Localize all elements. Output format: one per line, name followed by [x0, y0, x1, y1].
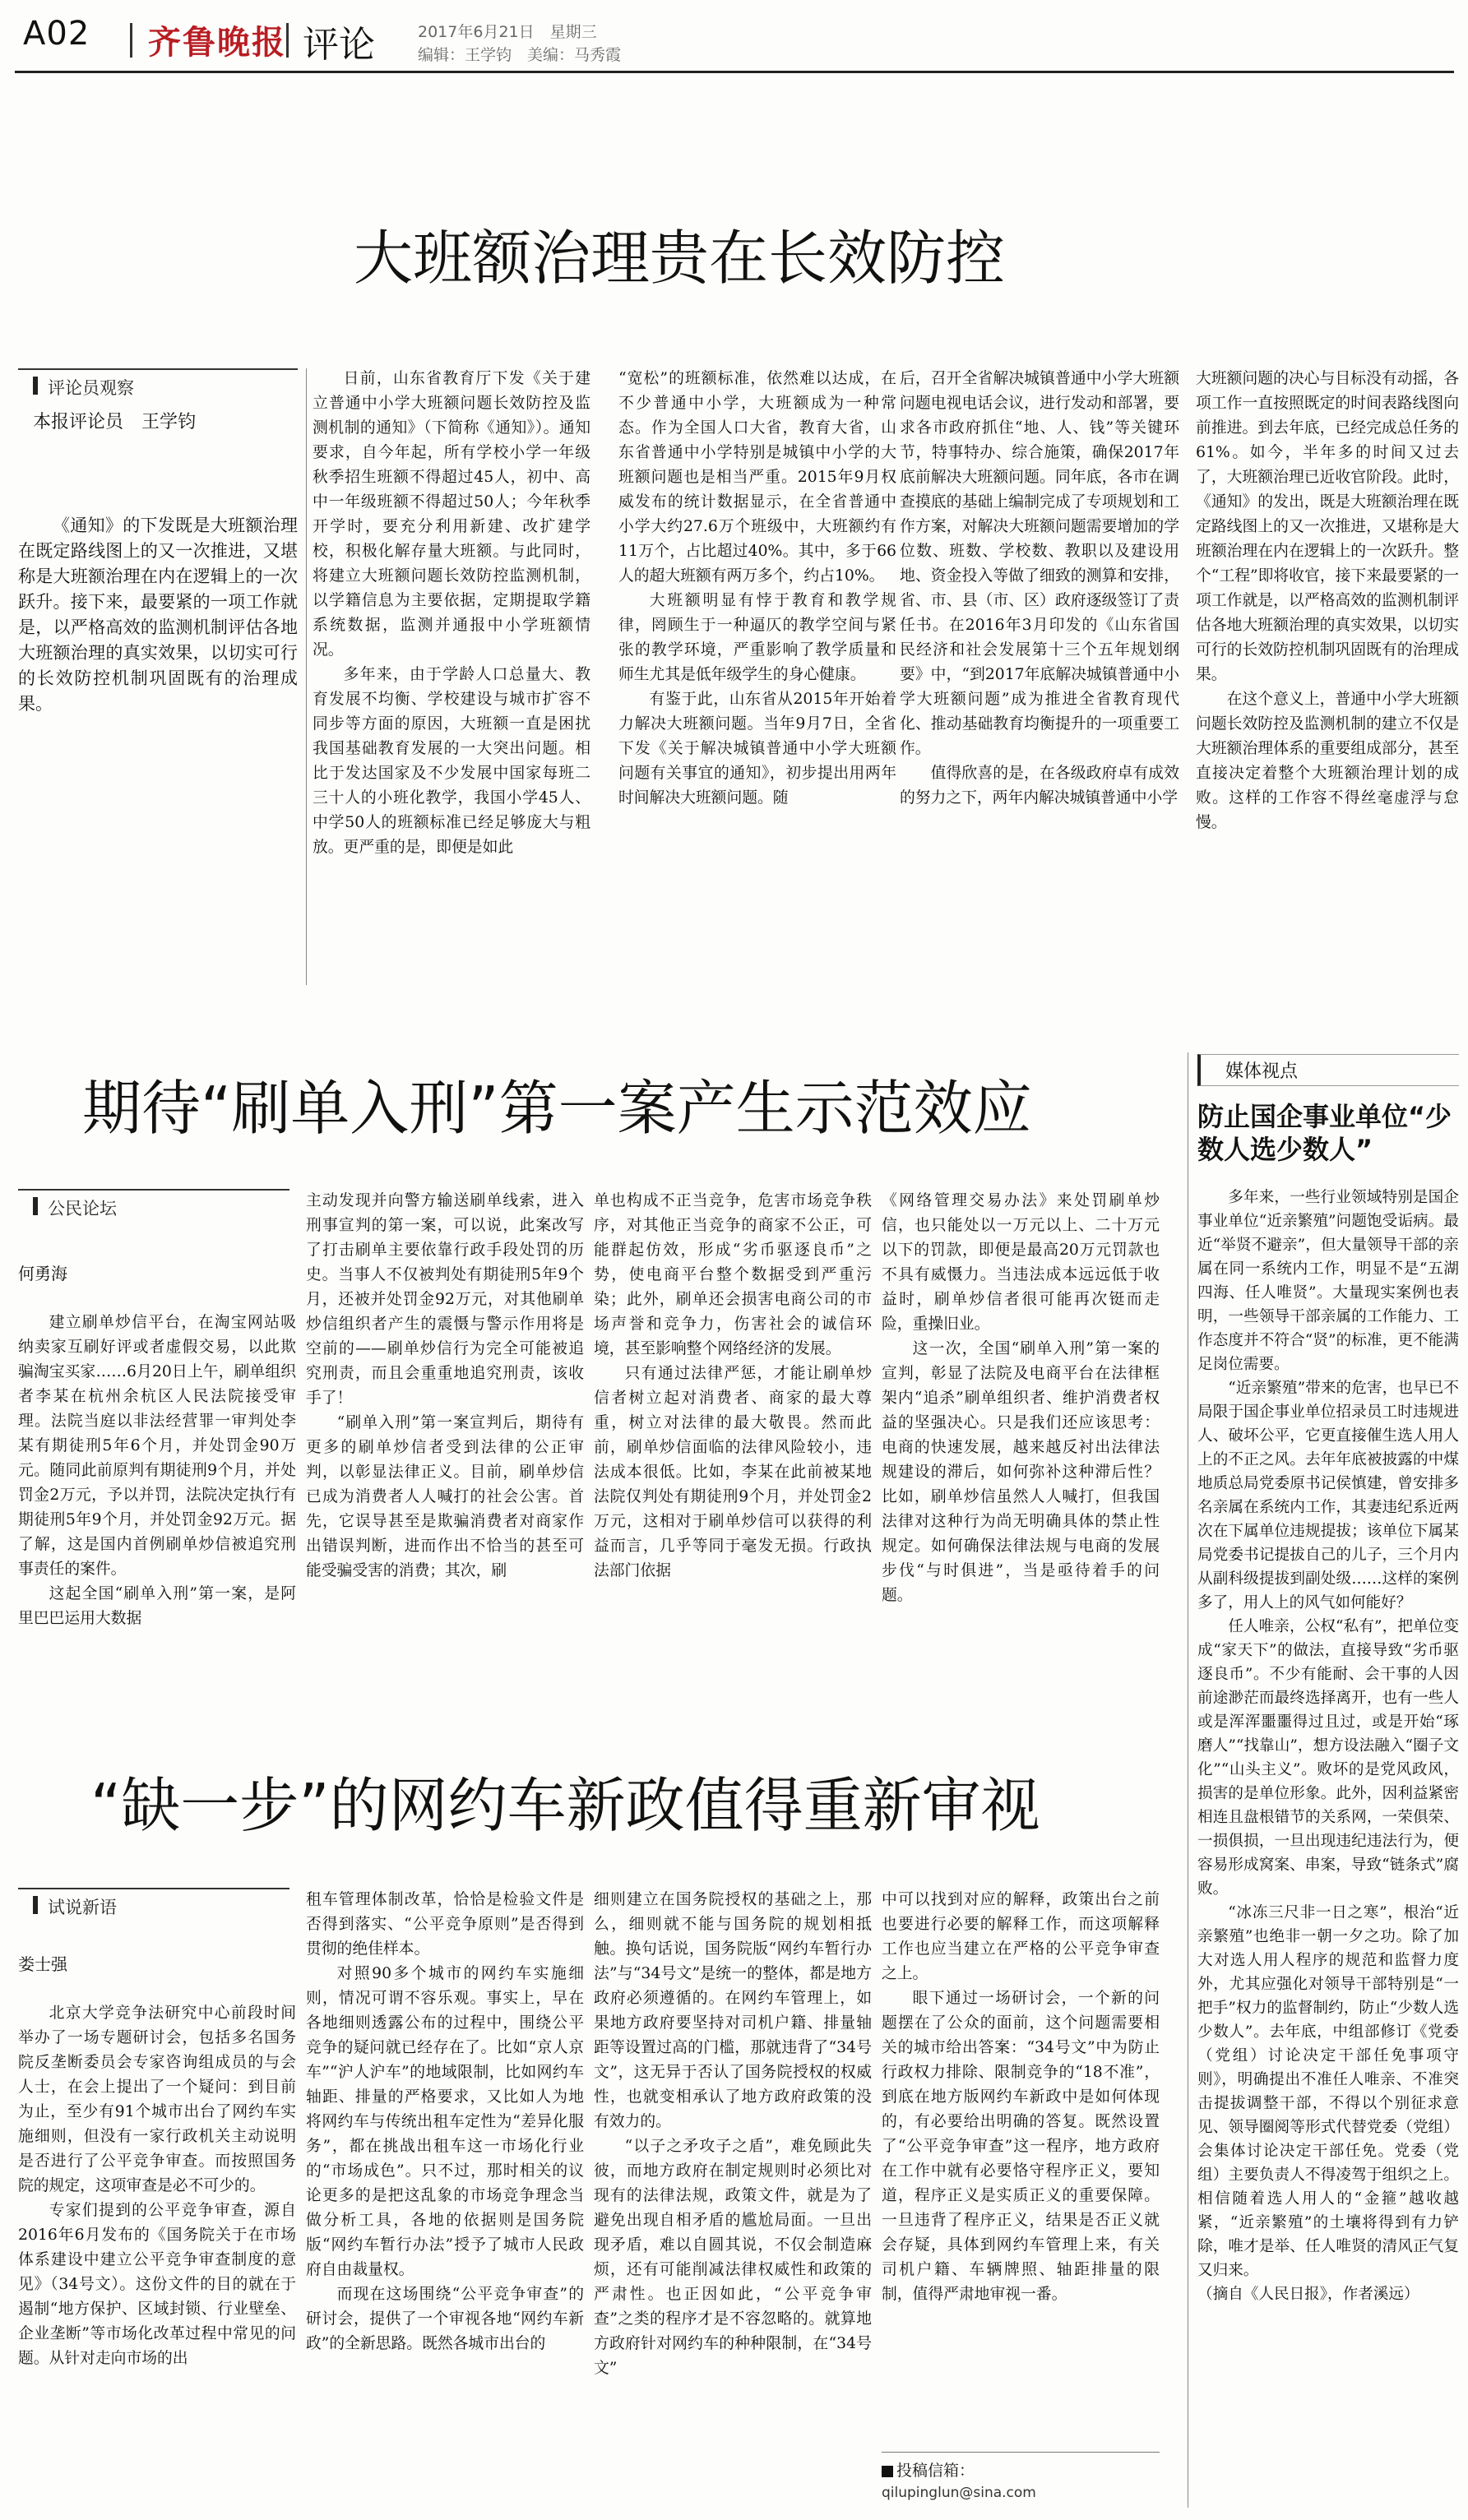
paragraph: “刷单入刑”第一案宣判后，期待有更多的刷单炒信者受到法律的公正审判，以彰显法律正义。目前，刷单炒信已成为消费者人人喊打的社会公害。首先，它误导甚至是欺骗消费者对商家作出错误判断，进而作出不恰当的甚至可能受骗受害的消费；其次，刷: [306, 1414, 584, 1579]
article2-col-4: [882, 1189, 1160, 1666]
article2-column-tag: 公民论坛: [33, 1195, 117, 1220]
paragraph: 这一次，全国“刷单入刑”第一案的宣判，彰显了法院及电商平台在法律框架内“追杀”刷单组织者、维护消费者权益的坚强决心。只是我们还应该思考：电商的快速发展，越来越反衬出法律法规建设的滞后，如何弥补这种滞后性？比如，刷单炒信虽然人人喊打，但我国法律对这种行为尚无明确具体的禁止性规定。如何确保法律法规与电商的发展步伐“与时俱进”，当是亟待着手的问题。: [882, 1340, 1160, 1604]
paragraph: 这起全国“刷单入刑”第一案，是阿里巴巴运用大数据: [18, 1585, 296, 1627]
issue-date: 2017年6月21日 星期三: [418, 23, 597, 41]
masthead-rule: [15, 71, 1454, 73]
article3-author: 娄士强: [18, 1954, 67, 1974]
sidebar-credit: （摘自《人民日报》，作者溪远）: [1197, 2286, 1419, 2303]
paper-logo: 齐鲁晚报: [148, 23, 286, 62]
paragraph: 主动发现并向警方输送刷单线索，进入刑事宣判的第一案，可以说，此案改写了打击刷单主要依靠行政手段处罚的历史。当事人不仅被判处有期徒刑5年9个月，还被并处罚金92万元，对其他刷单炒信组织者产生的震慑与警示作用将是空前的——刷单炒信行为完全可能被追究刑责，而且会重重地追究刑责，该收手了！: [306, 1192, 584, 1407]
masthead-divider: [130, 23, 132, 58]
paragraph: 建立刷单炒信平台，在淘宝网站吸纳卖家互刷好评或者虚假交易，以此欺骗淘宝买家……6月20日上午，刷单组织者李某在杭州余杭区人民法院接受审理。法院当庭以非法经营罪一审判处李某有期徒刑5年6个月，并处罚金90万元。随同此前原判有期徒刑9个月，并处罚金2万元，予以并罚，法院决定执行有期徒刑5年9个月，并处罚金92万元。据了解，这是国内首例刷单炒信被追究刑事责任的案件。: [18, 1314, 296, 1578]
section-name: 评论: [303, 24, 375, 66]
article1-col-4: [1196, 367, 1459, 983]
article1-lead-text: 《通知》的下发既是大班额治理在既定路线图上的又一次推进，又堪称是大班额治理在内在逻辑上的一次跃升。接下来，最要紧的一项工作就是，以严格高效的监测机制评估各地大班额治理的真实效果，以切实可行的长效防控机制巩固既有的治理成果。: [18, 516, 298, 714]
article1-lead: [18, 513, 298, 717]
article3-col-2: [306, 1888, 584, 2504]
paragraph: 值得欣喜的是，在各级政府卓有成效的努力之下，两年内解决城镇普通中小学: [900, 765, 1179, 807]
paragraph: 日前，山东省教育厅下发《关于建立普通中小学大班额问题长效防控及监测机制的通知》（下简称《通知》）。通知要求，自今年起，所有学校小学一年级秋季招生班额不得超过45人，初中、高中一年级班额不得超过50人；今年秋季开学时，要充分利用新建、改扩建学校，积极化解存量大班额。与此同时，将建立大班额问题长效防控监测机制，以学籍信息为主要依据，定期提取学籍系统数据，监测并通报中小学班额情况。: [313, 370, 590, 659]
article2-col-2: [306, 1189, 584, 1666]
article3-col-4: [882, 1888, 1160, 2447]
paragraph: 对照90多个城市的网约车实施细则，情况可谓不容乐观。事实上，早在各地细则透露公布的过程中，围绕公平竞争的疑问就已经存在了。比如“京人京车”“沪人沪车”的地域限制，比如网约车轴距、排量的严格要求，又比如人为地将网约车与传统出租车定性为“差异化服务”，都在挑战出租车这一市场化行业的“市场成色”。只不过，那时相关的议论更多的是把这乱象的市场竞争理念当做分析工具，各地的依据则是国务院版“网约车暂行办法”授予了城市人民政府自由裁量权。: [306, 1965, 584, 2278]
article1-col-2: [618, 367, 896, 983]
editors-line: 编辑：王学钧 美编：马秀霞: [418, 46, 622, 64]
article3-col-1: [18, 1947, 296, 2506]
article1-headline: 大班额治理贵在长效防控: [354, 224, 1006, 293]
paragraph: 后，召开全省解决城镇普通中小学大班额问题电视电话会议，进行发动和部署，要求各市政府抓住“地、人、钱”等关键环节，特事特办、综合施策，确保2017年底前解决大班额问题。同年底，各市在调查摸底的基础上编制完成了专项规划和工作方案，对解决大班额问题需要增加的学位数、班数、学校数、教职以及建设用地、资金投入等做了细致的测算和安排，省、市、县（市、区）政府逐级签订了责任书。在2016年3月印发的《山东省国民经济和社会发展第十三个五年规划纲要》中，“到2017年底解决城镇普通中小学大班额问题”成为推进全省教育现代化、推动基础教育均衡提升的一项重要工作。: [900, 370, 1179, 757]
article2-col-3: [594, 1189, 872, 1666]
paragraph: 有鉴于此，山东省从2015年开始着力解决大班额问题。当年9月7日，全省下发《关于解决城镇普通中小学大班额问题有关事宜的通知》，初步提出用两年时间解决大班额问题。随: [618, 691, 896, 807]
page-number: A02: [23, 15, 90, 53]
masthead: [23, 15, 1450, 64]
paragraph: 细则建立在国务院授权的基础之上，那么，细则就不能与国务院的规划相抵触。换句话说，国务院版“网约车暂行办法”与“34号文”是统一的整体，都是地方政府必须遵循的。在网约车管理上，如果地方政府要坚持对司机户籍、排量轴距等设置过高的门槛，那就违背了“34号文”，这无异于否认了国务院授权的权威性，也就变相承认了地方政府政策的没有效力的。: [594, 1891, 872, 2130]
paragraph: 北京大学竞争法研究中心前段时间举办了一场专题研讨会，包括多名国务院反垄断委员会专家咨询组成员的与会人士，在会上提出了一个疑问：到目前为止，至少有91个城市出台了网约车实施细则，但没有一家行政机关主动说明是否进行了公平竞争审查。而按照国务院的规定，这项审查是必不可少的。: [18, 2004, 296, 2194]
sidebar-column-tag: 媒体视点: [1197, 1054, 1459, 1086]
article3-headline: “缺一步”的网约车新政值得重新审视: [90, 1771, 1040, 1840]
masthead-divider: [286, 23, 289, 58]
paragraph: 只有通过法律严惩，才能让刷单炒信者树立起对消费者、商家的最大尊重，树立对法律的最大敬畏。然而此前，刷单炒信面临的法律风险较小，违法成本很低。比如，李某在此前被某地法院仅判处有期徒刑9个月，并处罚金2万元，这相对于刷单炒信可以获得的利益而言，几乎等同于毫发无损。行政执法部门依据: [594, 1365, 872, 1579]
article3-tag-rule: [18, 1888, 289, 1889]
article3-col-3: [594, 1888, 872, 2504]
column-divider: [306, 368, 307, 985]
paragraph: 多年来，一些行业领域特别是国企事业单位“近亲繁殖”问题饱受诟病。最近“举贤不避亲”，但大量领导干部的亲属在同一系统内工作，明显不是“五湖四海、任人唯贤”。大量现实案例也表明，一些领导干部亲属的工作能力、工作态度并不符合“贤”的标准，更不能满足岗位需要。: [1197, 1189, 1459, 1373]
article2-col-1: [18, 1256, 296, 1667]
article1-column-tag: 评论员观察: [33, 375, 134, 400]
paragraph: 大班额问题的决心与目标没有动摇，各项工作一直按照既定的时间表路线图向前推进。到去年底，已经完成总任务的61%。如今，半年多的时间又过去了，大班额治理已近收官阶段。此时，《通知》的发出，既是大班额治理在既定路线图上的又一次推进，又堪称是大班额治理在内在逻辑上的一次跃升。整个“工程”即将收官，接下来最要紧的一项工作就是，以严格高效的监测机制评估各地大班额治理的真实效果，以切实可行的长效防控机制巩固既有的治理成果。: [1196, 370, 1459, 683]
paragraph: “近亲繁殖”带来的危害，也早已不局限于国企事业单位招录员工时违规进人、破坏公平，它更直接催生选人用人上的不正之风。去年年底被披露的中煤地质总局党委原书记侯慎建，曾安排多名亲属在系统内工作，其妻违纪系近两次在下属单位违规提拔；该单位下属某局党委书记提拔自己的儿子，三个月内从副科级提拔到副处级……这样的案例多了，用人上的风气如何能好？: [1197, 1380, 1459, 1611]
sidebar-title: 防止国企事业单位“少数人选少数人”: [1197, 1101, 1452, 1165]
paragraph: 多年来，由于学龄人口总量大、教育发展不均衡、学校建设与城市扩容不同步等方面的原因，大班额一直是困扰我国基础教育发展的一大突出问题。相比于发达国家及不少发展中国家每班二三十人的小班化教学，我国小学45人、中学50人的班额标准已经足够庞大与粗放。更严重的是，即便是如此: [313, 666, 590, 856]
paragraph: 大班额明显有悖于教育和教学规律，罔顾生于一种逼仄的教学空间与紧张的教学环境，严重影响了教学质量和师生尤其是低年级学生的身心健康。: [618, 592, 896, 683]
paragraph: 专家们提到的公平竞争审查，源自2016年6月发布的《国务院关于在市场体系建设中建立公平竞争审查制度的意见》（34号文）。这份文件的目的就在于遏制“地方保护、区域封锁、行业壁垒、企业垄断”等市场化改革过程中常见的问题。从针对走向市场的出: [18, 2202, 296, 2367]
mail-icon: [882, 2466, 893, 2477]
article2-author: 何勇海: [18, 1264, 67, 1283]
sidebar-body: [1197, 1186, 1459, 2501]
article2-tag-rule: [18, 1189, 289, 1191]
paragraph: 租车管理体制改革，恰恰是检验文件是否得到落实、“公平竞争原则”是否得到贯彻的绝佳样本。: [306, 1891, 584, 1958]
paragraph: 单也构成不正当竞争，危害市场竞争秩序，对其他正当竞争的商家不公正，可能群起仿效，形成“劣币驱逐良币”之势，使电商平台整个数据受到严重污染；此外，刷单还会损害电商公司的市场声誉和竞争力，伤害社会的诚信环境，甚至影响整个网络经济的发展。: [594, 1192, 872, 1357]
paragraph: “冰冻三尺非一日之寒”，根治“近亲繁殖”也绝非一朝一夕之功。除了加大对选人用人程序的规范和监督力度外，尤其应强化对领导干部特别是“一把手”权力的监督制约，防止“少数人选少数人”。去年底，中组部修订《党委（党组）讨论决定干部任免事项守则》，明确提出不准任人唯亲、不准突击提拔调整干部，不得以个别征求意见、领导圈阅等形式代替党委（党组）会集体讨论决定干部任免。党委（党组）主要负责人不得凌驾于组织之上。相信随着选人用人的“金箍”越收越紧，“近亲繁殖”的土壤将得到有力铲除，唯才是举、任人唯贤的清风正气复又归来。: [1197, 1904, 1459, 2279]
paragraph: 《网络管理交易办法》来处罚刷单炒信，也只能处以一万元以上、二十万元以下的罚款，即便是最高20万元罚款也不具有威慑力。当违法成本远远低于收益时，刷单炒信者很可能再次铤而走险，重操旧业。: [882, 1192, 1160, 1333]
contact-rule: [882, 2452, 1160, 2453]
paragraph: 中可以找到对应的解释，政策出台之前也要进行必要的解释工作，而这项解释工作也应当建立在严格的公平竞争审查之上。: [882, 1891, 1160, 1982]
contact-label: 投稿信箱：: [896, 2462, 975, 2480]
paragraph: 任人唯亲，公权“私有”，把单位变成“家天下”的做法，直接导致“劣币驱逐良币”。不少有能耐、会干事的人因前途渺茫而最终选择离开，也有一些人或是浑浑噩噩得过且过，或是开始“琢磨人”“找靠山”，想方设法融入“圈子文化”“山头主义”。败坏的是党风政风，损害的是单位形象。此外，因利益紧密相连且盘根错节的关系网，一荣俱荣、一损俱损，一旦出现违纪违法行为，便容易形成窝案、串案，导致“链条式”腐败。: [1197, 1618, 1459, 1898]
article1-tag-rule: [18, 368, 298, 370]
paragraph: 眼下通过一场研讨会，一个新的问题摆在了公众的面前，这个问题需要相关的城市给出答案：“34号文”中为防止行政权力排除、限制竞争的“18不准”，到底在地方版网约车新政中是如何体现的，有必要给出明确的答复。既然设置了“公平竞争审查”这一程序，地方政府在工作中就有必要恪守程序正义，要知道，程序正义是实质正义的重要保障。一旦违背了程序正义，结果是否正义就会存疑，具体到网约车管理上来，有关司机户籍、车辆牌照、轴距排量的限制，值得严肃地审视一番。: [882, 1990, 1160, 2303]
article1-byline: 本报评论员 王学钧: [33, 412, 197, 432]
article2-headline: 期待“刷单入刑”第一案产生示范效应: [82, 1074, 1032, 1143]
article1-col-1: [313, 367, 590, 983]
paragraph: 在这个意义上，普通中小学大班额问题长效防控及监测机制的建立不仅是大班额治理体系的重要组成部分，甚至直接决定着整个大班额治理计划的成败。这样的工作容不得丝毫虚浮与怠慢。: [1196, 691, 1459, 831]
paragraph: “宽松”的班额标准，依然难以达成，在不少普通中小学，大班额成为一种常态。作为全国人口大省，教育大省，山东省普通中小学特别是城镇中小学的大班额问题也是相当严重。2015年9月权威发布的统计数据显示，在全省普通中小学大约27.6万个班级中，大班额约有11万个，占比超过40%。其中，多于66人的超大班额有两万多个，约占10%。: [618, 370, 896, 585]
paragraph: “以子之矛攻子之盾”，难免顾此失彼，而地方政府在制定规则时必须比对现有的法律法规，政策文件，就是为了避免出现自相矛盾的尴尬局面。一旦出现矛盾，难以自圆其说，不仅会制造麻烦，还有可能削减法律权威性和政策的严肃性。也正因如此，“公平竞争审查”之类的程序才是不容忽略的。就算地方政府针对网约车的种种限制，在“34号文”: [594, 2138, 872, 2377]
submission-contact: [882, 2458, 975, 2481]
contact-email[interactable]: qilupinglun@sina.com: [882, 2485, 1036, 2501]
paragraph: 而现在这场围绕“公平竞争审查”的研讨会，提供了一个审视各地“网约车新政”的全新思路。既然各城市出台的: [306, 2286, 584, 2352]
article3-column-tag: 试说新语: [33, 1894, 117, 1919]
article1-col-3: [900, 367, 1179, 983]
